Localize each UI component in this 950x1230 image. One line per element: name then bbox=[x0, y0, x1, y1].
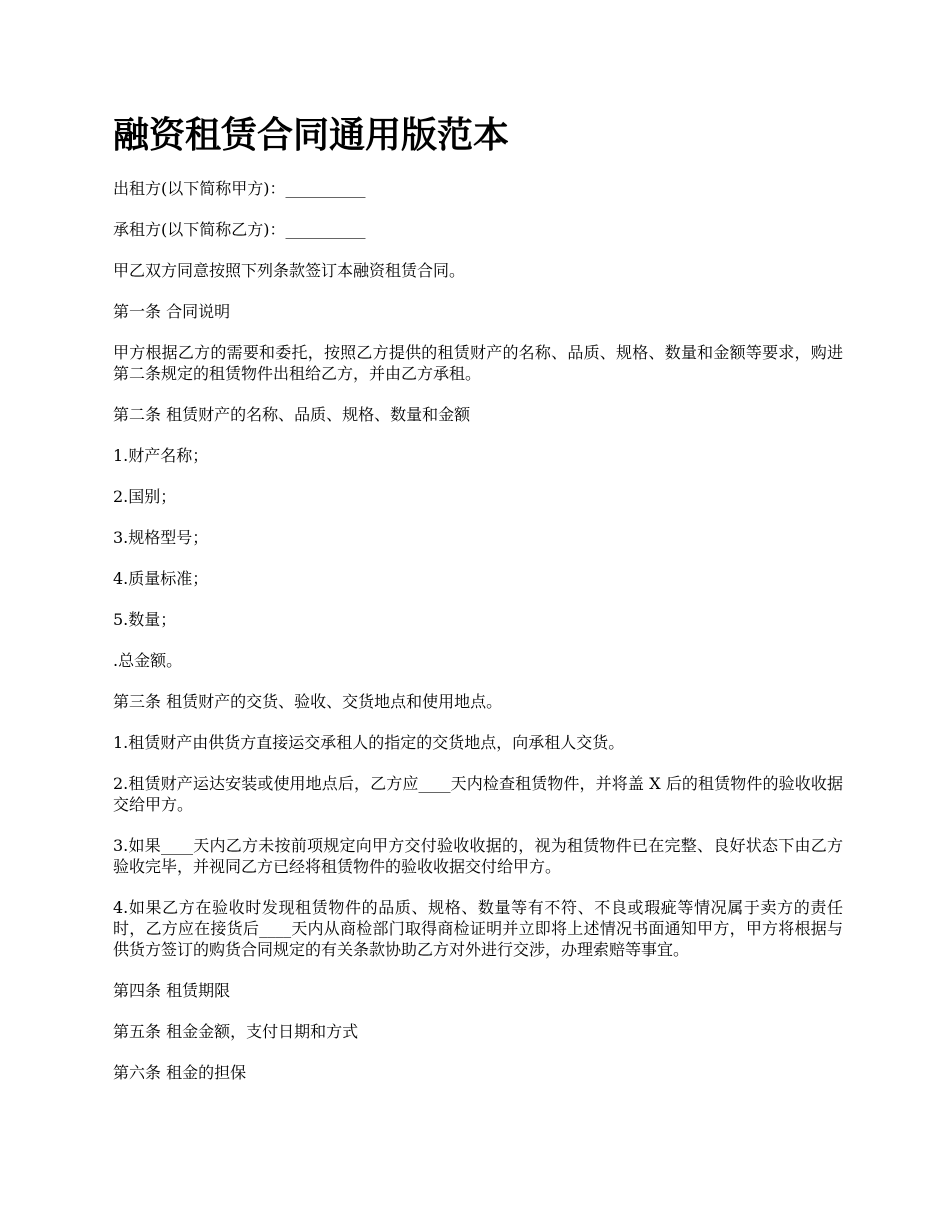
article-3-heading: 第三条 租赁财产的交货、验收、交货地点和使用地点。 bbox=[113, 692, 503, 711]
article-2-item-1: 1.财产名称； bbox=[113, 446, 209, 465]
article-3-item-1: 1.租赁财产由供货方直接运交承租人的指定的交货地点，向承租人交货。 bbox=[113, 733, 625, 752]
article-6-heading: 第六条 租金的担保 bbox=[113, 1063, 247, 1082]
article-2-item-5: 5.数量； bbox=[113, 610, 177, 629]
article-1-heading: 第一条 合同说明 bbox=[113, 302, 231, 321]
article-2-item-4: 4.质量标准； bbox=[113, 569, 209, 588]
article-5-heading: 第五条 租金金额，支付日期和方式 bbox=[113, 1022, 359, 1041]
document-title: 融资租赁合同通用版范本 bbox=[113, 115, 510, 156]
article-3-item-4: 4.如果乙方在验收时发现租赁物件的品质、规格、数量等有不符、不良或瑕疵等情况属于卖方的责任时，乙方应在接货后____天内从商检部门取得商检证明并立即将上述情况书面通知甲方，甲方将根据与供货方签订的购货合同规定的有关条款协助乙方对外进行交涉，办理索赔等事宜。 bbox=[113, 898, 843, 959]
document-page bbox=[113, 112, 843, 1103]
lessor-line: 出租方(以下简称甲方)：__________ bbox=[113, 179, 366, 198]
lessee-line: 承租方(以下简称乙方)：__________ bbox=[113, 220, 366, 239]
article-3-item-3: 3.如果____天内乙方未按前项规定向甲方交付验收收据的，视为租赁物件已在完整、良好状态下由乙方验收完毕，并视同乙方已经将租赁物件的验收收据交付给甲方。 bbox=[113, 836, 843, 876]
article-2-item-2: 2.国别； bbox=[113, 487, 177, 506]
article-3-item-2: 2.租赁财产运达安装或使用地点后，乙方应____天内检查租赁物件，并将盖 X 后的租赁物件的验收收据交给甲方。 bbox=[113, 774, 843, 814]
article-2-item-3: 3.规格型号； bbox=[113, 528, 209, 547]
article-1-body: 甲方根据乙方的需要和委托，按照乙方提供的租赁财产的名称、品质、规格、数量和金额等要求，购进第二条规定的租赁物件出租给乙方，并由乙方承租。 bbox=[113, 343, 843, 383]
agreement-intro: 甲乙双方同意按照下列条款签订本融资租赁合同。 bbox=[113, 261, 466, 280]
article-2-heading: 第二条 租赁财产的名称、品质、规格、数量和金额 bbox=[113, 405, 471, 424]
article-2-item-6: .总金额。 bbox=[113, 651, 183, 670]
article-4-heading: 第四条 租赁期限 bbox=[113, 981, 231, 1000]
